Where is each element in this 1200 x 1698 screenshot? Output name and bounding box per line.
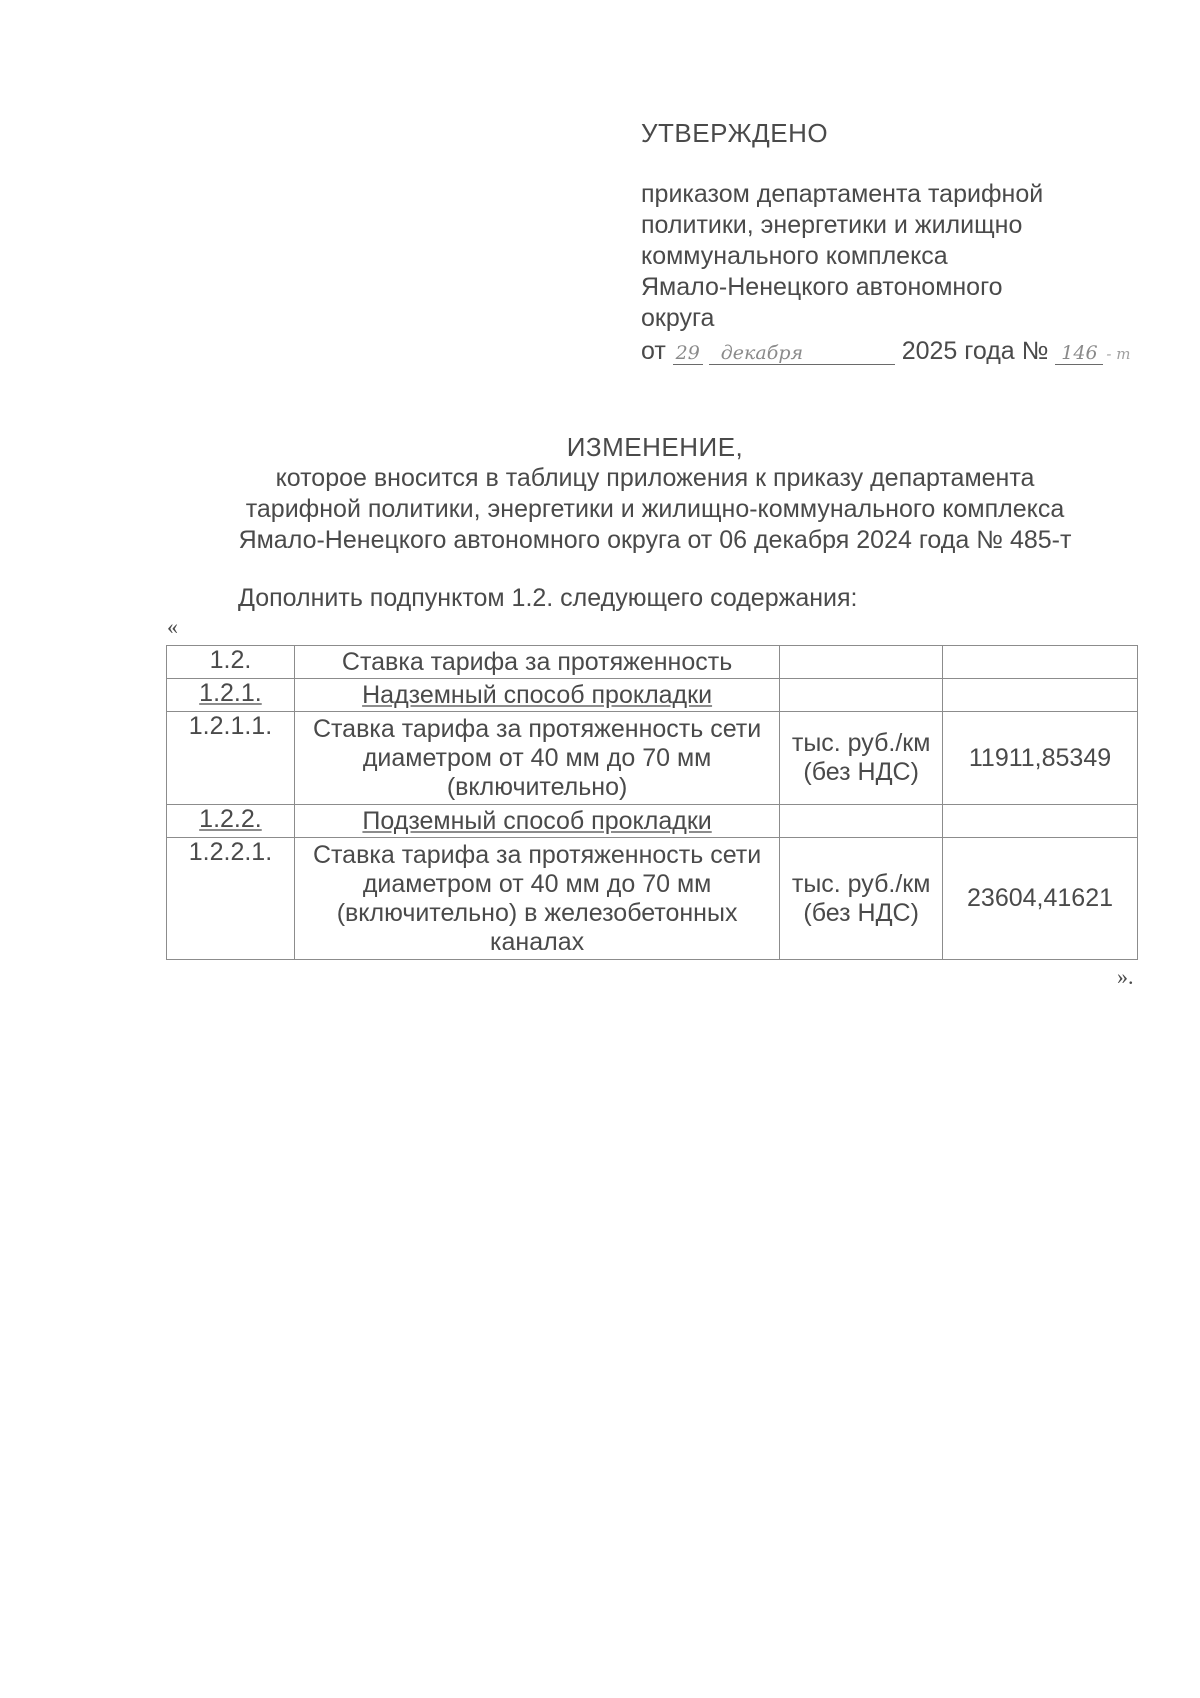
order-suffix: - т bbox=[1106, 345, 1131, 363]
table-row bbox=[167, 646, 1138, 679]
row-name bbox=[294, 679, 779, 712]
opening-quote: « bbox=[167, 614, 178, 639]
row-value: 23604,41621 bbox=[943, 838, 1138, 960]
row-name: Ставка тарифа за протяженность bbox=[294, 646, 779, 679]
approval-line: политики, энергетики и жилищно bbox=[641, 211, 1023, 239]
row-number-text: 1.2.2. bbox=[199, 805, 262, 833]
row-unit bbox=[780, 646, 943, 679]
approval-line: округа bbox=[641, 304, 715, 332]
table-row bbox=[167, 838, 1138, 960]
row-unit bbox=[780, 679, 943, 712]
row-unit: тыс. руб./км (без НДС) bbox=[780, 712, 943, 805]
title-line: Ямало-Ненецкого автономного округа от 06 декабря 2024 года № 485-т bbox=[238, 526, 1072, 554]
date-prefix: от bbox=[641, 337, 666, 365]
row-number-text: 1.2.1. bbox=[199, 679, 262, 707]
change-title: ИЗМЕНЕНИЕ, bbox=[566, 432, 744, 462]
handwritten-month: декабря bbox=[709, 342, 895, 365]
row-number: 1.2. bbox=[167, 646, 295, 679]
intro-paragraph: Дополнить подпунктом 1.2. следующего содержания: bbox=[238, 584, 858, 612]
date-year: 2025 года № bbox=[901, 337, 1049, 365]
row-name-text: Надземный способ прокладки bbox=[362, 680, 713, 709]
row-value bbox=[943, 679, 1138, 712]
handwritten-order-number: 146 bbox=[1055, 342, 1103, 365]
approval-heading: УТВЕРЖДЕНО bbox=[641, 118, 829, 148]
row-unit bbox=[780, 805, 943, 838]
approval-stamp bbox=[641, 118, 1181, 370]
tariff-table bbox=[166, 645, 1138, 960]
row-name-text: Подземный способ прокладки bbox=[362, 806, 712, 835]
row-value: 11911,85349 bbox=[943, 712, 1138, 805]
row-number: 1.2.1.1. bbox=[167, 712, 295, 805]
approval-line: коммунального комплекса bbox=[641, 242, 948, 270]
closing-quote: ». bbox=[1117, 964, 1134, 989]
table-row bbox=[167, 679, 1138, 712]
approval-line: Ямало-Ненецкого автономного bbox=[641, 273, 1003, 301]
row-number bbox=[167, 805, 295, 838]
row-number bbox=[167, 679, 295, 712]
row-unit: тыс. руб./км (без НДС) bbox=[780, 838, 943, 960]
change-title-block bbox=[160, 432, 1150, 556]
handwritten-day: 29 bbox=[673, 342, 703, 365]
row-name: Ставка тарифа за протяженность сети диаметром от 40 мм до 70 мм (включительно) в железобетонных каналах bbox=[294, 838, 779, 960]
row-number: 1.2.2.1. bbox=[167, 838, 295, 960]
row-name bbox=[294, 805, 779, 838]
title-line: тарифной политики, энергетики и жилищно-коммунального комплекса bbox=[245, 495, 1065, 523]
approval-date-line bbox=[641, 336, 1181, 370]
row-name: Ставка тарифа за протяженность сети диаметром от 40 мм до 70 мм (включительно) bbox=[294, 712, 779, 805]
row-value bbox=[943, 805, 1138, 838]
table-row bbox=[167, 805, 1138, 838]
approval-line: приказом департамента тарифной bbox=[641, 180, 1044, 208]
table-row bbox=[167, 712, 1138, 805]
row-value bbox=[943, 646, 1138, 679]
title-line: которое вносится в таблицу приложения к приказу департамента bbox=[275, 464, 1035, 492]
